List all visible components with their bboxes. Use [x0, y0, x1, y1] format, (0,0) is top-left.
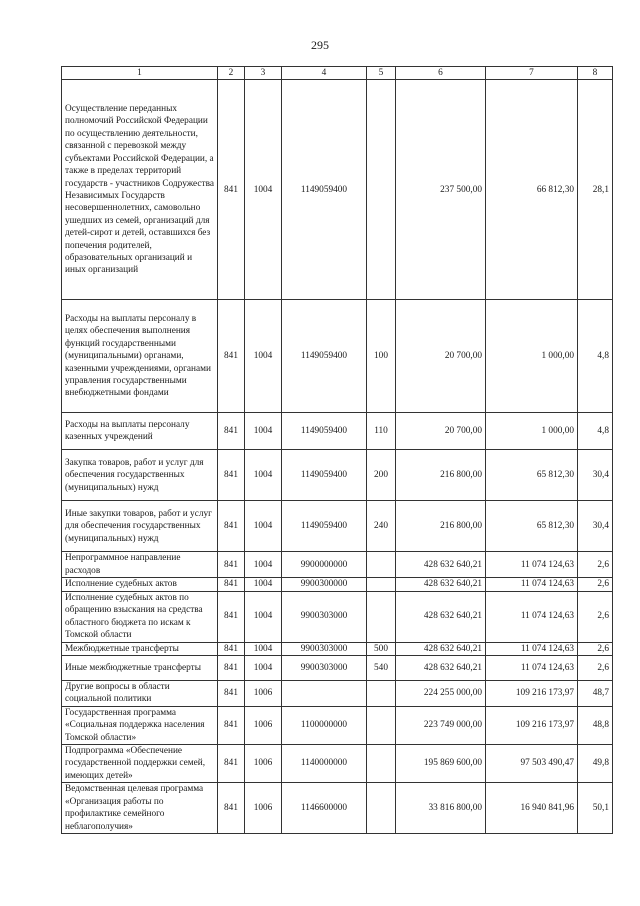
cell-ministry-code: 841	[218, 783, 245, 834]
cell-ministry-code: 841	[218, 552, 245, 578]
cell-expense-type	[367, 745, 396, 783]
row-name: Другие вопросы в области социальной политики	[62, 681, 218, 707]
cell-percent: 50,1	[578, 783, 613, 834]
cell-target-code	[282, 681, 367, 707]
cell-section-code: 1004	[245, 80, 282, 300]
cell-actual: 1 000,00	[486, 300, 578, 413]
cell-section-code: 1006	[245, 681, 282, 707]
row-name: Иные закупки товаров, работ и услуг для обеспечения государственных (муниципальных) нужд	[62, 501, 218, 552]
table-row	[62, 450, 613, 501]
cell-actual: 65 812,30	[486, 450, 578, 501]
row-name: Государственная программа «Социальная поддержка населения Томской области»	[62, 706, 218, 744]
row-name: Исполнение судебных актов	[62, 578, 218, 591]
cell-expense-type: 500	[367, 642, 396, 655]
cell-expense-type: 100	[367, 300, 396, 413]
cell-section-code: 1004	[245, 450, 282, 501]
page-number: 295	[311, 38, 329, 52]
cell-actual: 11 074 124,63	[486, 591, 578, 642]
cell-expense-type	[367, 591, 396, 642]
column-header: 5	[367, 67, 396, 80]
cell-section-code: 1004	[245, 591, 282, 642]
table-header-row	[62, 67, 613, 80]
cell-ministry-code: 841	[218, 578, 245, 591]
cell-plan: 237 500,00	[396, 80, 486, 300]
budget-table	[61, 66, 613, 834]
cell-plan: 428 632 640,21	[396, 552, 486, 578]
cell-expense-type: 240	[367, 501, 396, 552]
cell-target-code: 9900303000	[282, 591, 367, 642]
cell-plan: 195 869 600,00	[396, 745, 486, 783]
cell-actual: 66 812,30	[486, 80, 578, 300]
cell-percent: 30,4	[578, 450, 613, 501]
cell-ministry-code: 841	[218, 300, 245, 413]
cell-target-code: 9900000000	[282, 552, 367, 578]
cell-plan: 428 632 640,21	[396, 642, 486, 655]
column-header: 4	[282, 67, 367, 80]
cell-percent: 30,4	[578, 501, 613, 552]
cell-ministry-code: 841	[218, 80, 245, 300]
table-row	[62, 681, 613, 707]
cell-expense-type	[367, 681, 396, 707]
cell-section-code: 1004	[245, 578, 282, 591]
cell-percent: 48,8	[578, 706, 613, 744]
cell-section-code: 1006	[245, 706, 282, 744]
cell-section-code: 1006	[245, 745, 282, 783]
column-header: 2	[218, 67, 245, 80]
cell-target-code: 1149059400	[282, 501, 367, 552]
table-row	[62, 642, 613, 655]
cell-expense-type	[367, 706, 396, 744]
cell-ministry-code: 841	[218, 413, 245, 450]
cell-ministry-code: 841	[218, 591, 245, 642]
table-row	[62, 501, 613, 552]
cell-plan: 428 632 640,21	[396, 656, 486, 681]
column-header: 7	[486, 67, 578, 80]
row-name: Расходы на выплаты персоналу казенных учреждений	[62, 413, 218, 450]
cell-section-code: 1004	[245, 642, 282, 655]
row-name: Ведомственная целевая программа «Организация работы по профилактике семейного неблагополучия»	[62, 783, 218, 834]
cell-target-code: 1149059400	[282, 80, 367, 300]
row-name: Подпрограмма «Обеспечение государственной поддержки семей, имеющих детей»	[62, 745, 218, 783]
table-row	[62, 656, 613, 681]
cell-expense-type: 540	[367, 656, 396, 681]
cell-plan: 20 700,00	[396, 413, 486, 450]
cell-target-code: 9900300000	[282, 578, 367, 591]
cell-plan: 216 800,00	[396, 501, 486, 552]
cell-expense-type: 200	[367, 450, 396, 501]
cell-percent: 49,8	[578, 745, 613, 783]
table-row	[62, 300, 613, 413]
cell-target-code: 1140000000	[282, 745, 367, 783]
cell-plan: 428 632 640,21	[396, 578, 486, 591]
cell-expense-type	[367, 783, 396, 834]
cell-plan: 428 632 640,21	[396, 591, 486, 642]
cell-actual: 109 216 173,97	[486, 706, 578, 744]
cell-target-code: 1146600000	[282, 783, 367, 834]
cell-expense-type: 110	[367, 413, 396, 450]
cell-plan: 224 255 000,00	[396, 681, 486, 707]
cell-section-code: 1004	[245, 501, 282, 552]
cell-ministry-code: 841	[218, 745, 245, 783]
cell-ministry-code: 841	[218, 642, 245, 655]
table-row	[62, 591, 613, 642]
column-header: 6	[396, 67, 486, 80]
table-row	[62, 783, 613, 834]
table-row	[62, 552, 613, 578]
cell-section-code: 1006	[245, 783, 282, 834]
table-row	[62, 745, 613, 783]
cell-target-code: 9900303000	[282, 656, 367, 681]
cell-percent: 48,7	[578, 681, 613, 707]
cell-actual: 11 074 124,63	[486, 578, 578, 591]
cell-percent: 2,6	[578, 591, 613, 642]
cell-section-code: 1004	[245, 413, 282, 450]
cell-ministry-code: 841	[218, 450, 245, 501]
table-row	[62, 706, 613, 744]
cell-target-code: 9900303000	[282, 642, 367, 655]
table-row	[62, 413, 613, 450]
cell-plan: 20 700,00	[396, 300, 486, 413]
cell-percent: 4,8	[578, 413, 613, 450]
cell-percent: 2,6	[578, 642, 613, 655]
cell-percent: 2,6	[578, 578, 613, 591]
cell-actual: 11 074 124,63	[486, 642, 578, 655]
cell-actual: 109 216 173,97	[486, 681, 578, 707]
cell-percent: 2,6	[578, 656, 613, 681]
cell-ministry-code: 841	[218, 656, 245, 681]
row-name: Исполнение судебных актов по обращению взыскания на средства областного бюджета по искам к Томской области	[62, 591, 218, 642]
row-name: Расходы на выплаты персоналу в целях обеспечения выполнения функций государственными (муниципальными) органами, казенными учреждениями, органами управления государственными внебюджетными фондами	[62, 300, 218, 413]
cell-actual: 65 812,30	[486, 501, 578, 552]
cell-expense-type	[367, 578, 396, 591]
cell-percent: 4,8	[578, 300, 613, 413]
cell-section-code: 1004	[245, 656, 282, 681]
row-name: Непрограммное направление расходов	[62, 552, 218, 578]
cell-percent: 2,6	[578, 552, 613, 578]
cell-actual: 11 074 124,63	[486, 552, 578, 578]
cell-actual: 16 940 841,96	[486, 783, 578, 834]
cell-plan: 216 800,00	[396, 450, 486, 501]
cell-ministry-code: 841	[218, 681, 245, 707]
cell-target-code: 1149059400	[282, 413, 367, 450]
table-row	[62, 578, 613, 591]
cell-section-code: 1004	[245, 552, 282, 578]
column-header: 3	[245, 67, 282, 80]
cell-expense-type	[367, 80, 396, 300]
table-row	[62, 80, 613, 300]
cell-actual: 97 503 490,47	[486, 745, 578, 783]
cell-section-code: 1004	[245, 300, 282, 413]
cell-ministry-code: 841	[218, 501, 245, 552]
cell-plan: 223 749 000,00	[396, 706, 486, 744]
cell-expense-type	[367, 552, 396, 578]
cell-target-code: 1149059400	[282, 450, 367, 501]
cell-target-code: 1149059400	[282, 300, 367, 413]
cell-percent: 28,1	[578, 80, 613, 300]
cell-plan: 33 816 800,00	[396, 783, 486, 834]
row-name: Закупка товаров, работ и услуг для обеспечения государственных (муниципальных) нужд	[62, 450, 218, 501]
cell-actual: 11 074 124,63	[486, 656, 578, 681]
cell-actual: 1 000,00	[486, 413, 578, 450]
row-name: Иные межбюджетные трансферты	[62, 656, 218, 681]
column-header: 8	[578, 67, 613, 80]
cell-target-code: 1100000000	[282, 706, 367, 744]
row-name: Осуществление переданных полномочий Российской Федерации по осуществлению деятельности, связанной с перевозкой между субъектами Российской Федерации, а также в пределах территорий государств - участников Содружества Независимых Государств несовершеннолетних, самовольно ушедших из семей, организаций для детей-сирот и детей, оставшихся без попечения родителей, образовательных организаций и иных организаций	[62, 80, 218, 300]
cell-ministry-code: 841	[218, 706, 245, 744]
row-name: Межбюджетные трансферты	[62, 642, 218, 655]
column-header: 1	[62, 67, 218, 80]
